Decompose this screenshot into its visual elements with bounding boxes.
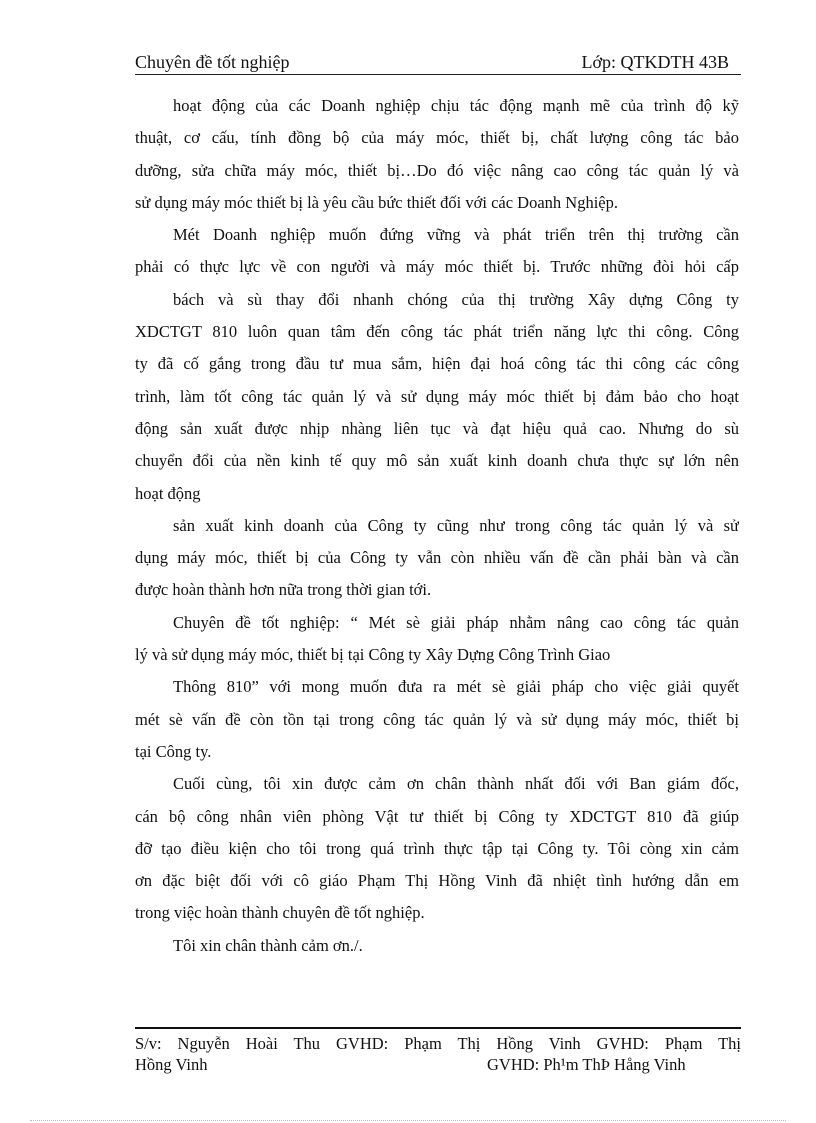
body-line: ty đã cố gắng trong đầu tư mua sắm, hiện đại hoá công tác thi công các công xyxy=(135,354,739,374)
body-line: cán bộ công nhân viên phòng Vật tư thiết bị Công ty XDCTGT 810 đã giúp xyxy=(135,806,739,826)
body-line: dưỡng, sửa chữa máy móc, thiết bị…Do đó việc nâng cao công tác quản lý và xyxy=(135,160,739,180)
body-line: Tôi xin chân thành cảm ơn./. xyxy=(173,935,363,955)
body-line: Thông 810” với mong muốn đưa ra mét sè giải pháp cho việc giải quyết xyxy=(173,677,739,697)
document-body xyxy=(135,90,739,962)
body-line: XDCTGT 810 luôn quan tâm đến công tác phát triển năng lực thi công. Công xyxy=(135,322,739,342)
body-line: sản xuất kinh doanh của Công ty cũng như trong công tác quản lý và sử xyxy=(173,515,739,535)
footer-line-1: S/v: Nguyễn Hoài Thu GVHD: Phạm Thị Hồng Vinh GVHD: Phạm Thị xyxy=(135,1034,741,1053)
footer-line-2-left: Hồng Vinh xyxy=(135,1055,208,1074)
footer-divider xyxy=(135,1027,741,1029)
footer-line-2 xyxy=(135,1054,741,1075)
page-header xyxy=(135,50,741,75)
body-line: ơn đặc biệt đối với cô giáo Phạm Thị Hồng Vinh đã nhiệt tình hướng dẫn em xyxy=(135,871,739,891)
body-line: Mét Doanh nghiệp muốn đứng vững và phát triển trên thị trường cần xyxy=(173,225,739,245)
header-class: Lớp: QTKDTH 43B xyxy=(581,52,729,72)
body-line: Chuyên đề tốt nghiệp: “ Mét sè giải pháp nhằm nâng cao công tác quản xyxy=(173,612,739,632)
body-line: mét sè vấn đề còn tồn tại trong công tác quản lý và sử dụng máy móc, thiết bị xyxy=(135,709,739,729)
body-line: dụng máy móc, thiết bị của Công ty vẫn còn nhiều vấn đề cần phải bàn và cần xyxy=(135,548,739,568)
body-line: trong việc hoàn thành chuyên đề tốt nghiệp. xyxy=(135,903,425,923)
body-line: động sản xuất được nhịp nhàng liên tục và đạt hiệu quả cao. Nhưng do sù xyxy=(135,418,739,438)
body-line: chuyển đổi của nền kinh tế quy mô sản xuất kinh doanh chưa thực sự lớn nên xyxy=(135,451,739,471)
page-footer xyxy=(135,1033,741,1075)
body-line: tại Công ty. xyxy=(135,741,212,761)
page-bottom-divider xyxy=(30,1120,786,1121)
body-line: hoạt động xyxy=(135,483,201,503)
body-line: trình, làm tốt công tác quản lý và sử dụng máy móc thiết bị đảm bảo cho hoạt xyxy=(135,386,739,406)
body-line: Cuối cùng, tôi xin được cảm ơn chân thành nhất đối với Ban giám đốc, xyxy=(173,774,739,794)
body-line: hoạt động của các Doanh nghiệp chịu tác động mạnh mẽ của trình độ kỹ xyxy=(173,96,739,115)
body-line: được hoàn thành hơn nữa trong thời gian tới. xyxy=(135,580,432,600)
body-line: bách và sù thay đổi nhanh chóng của thị trường Xây dựng Công ty xyxy=(173,289,739,309)
header-title: Chuyên đề tốt nghiệp xyxy=(135,52,290,72)
body-line: thuật, cơ cấu, tính đồng bộ của máy móc, thiết bị, chất lượng công tác bảo xyxy=(135,128,739,148)
body-line: sử dụng máy móc thiết bị là yêu cầu bức thiết đối với các Doanh Nghiệp. xyxy=(135,192,618,212)
footer-line-2-right: GVHD: Ph¹m ThÞ Hång Vinh xyxy=(487,1055,686,1074)
body-line: phải có thực lực về con người và máy móc thiết bị. Trước những đòi hỏi cấp xyxy=(135,257,739,277)
body-line: đỡ tạo điều kiện cho tôi trong quá trình thực tập tại Công ty. Tôi còng xin cảm xyxy=(135,838,739,858)
body-line: lý và sử dụng máy móc, thiết bị tại Công ty Xây Dựng Công Trình Giao xyxy=(135,645,611,665)
